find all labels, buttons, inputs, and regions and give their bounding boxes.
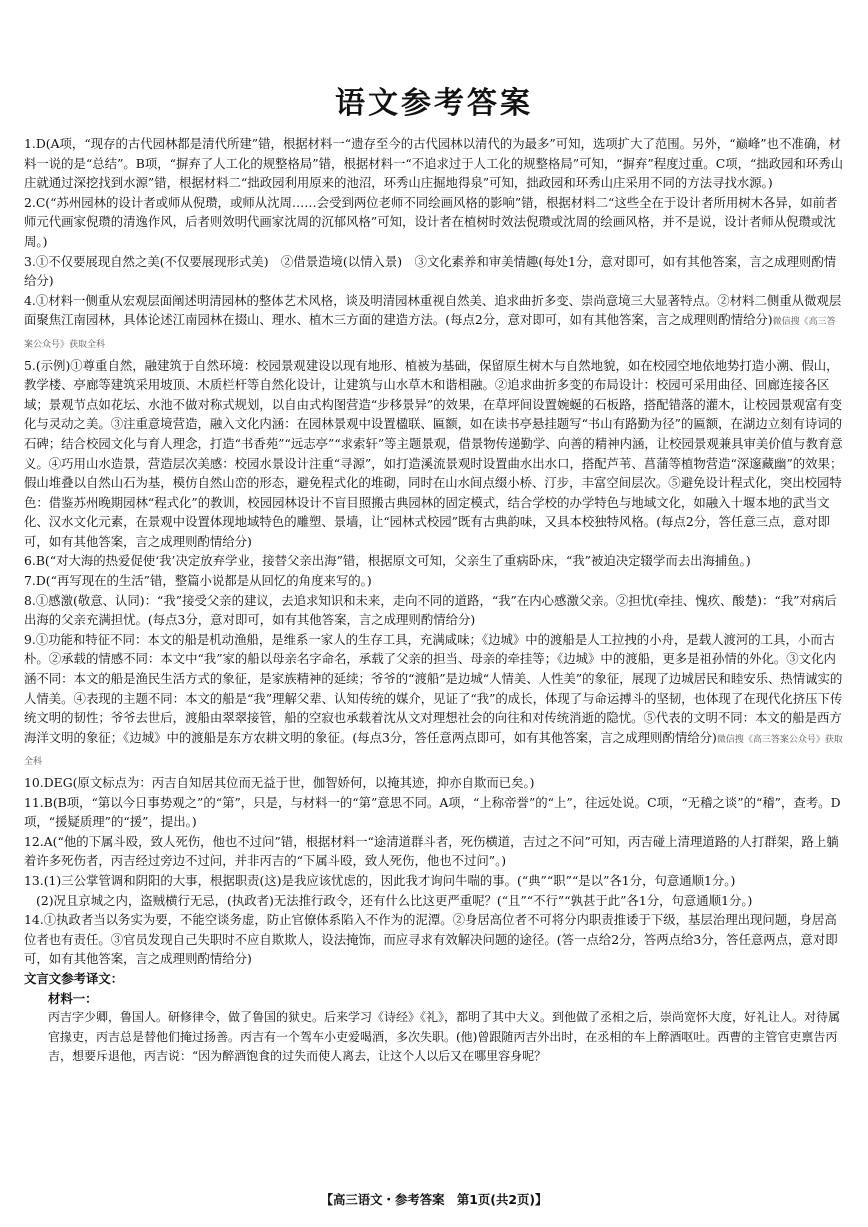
answer-text: ①功能和特征不同：本文的船是机动渔船，是维系一家人的生存工具，充满咸味；《边城》中的渡船是人工拉拽的小舟，是载人渡河的工具，小而古朴。②承载的情感不同：本文中“我”家的船以母亲名字命名，承载了父亲的担当、母亲的牵挂等；《边城》中的渡船，更多是祖孙情的外化。③文化内涵不同：本文的船是渔民生活方式的象征，是家族精神的延续；爷爷的“渡船”是边城“人情美、人性美”的象征，展现了边城居民和睦安乐、热情诚实的人情美。④表现的主题不同：本文的船是“我”理解父辈、认知传统的媒介，见证了“我”的成长，体现了与命运搏斗的坚韧，也体现了在现代化挤压下传统文明的韧性；爷爷去世后，渡船由翠翠接管，船的空寂也承载着沈从文对理想社会的向往和对传统消逝的隐忧。⑤代表的文明不同：本文的船是西方海洋文明的象征；《边城》中的渡船是东方农耕文明的象征。(每点3分，答任意两点即可，如有其他答案，言之成理则酌情给分) [24, 631, 843, 745]
answer-item [24, 591, 844, 630]
answer-number: 7. [24, 573, 36, 589]
answer-text: B(B项，“第以今日事势观之”的“第”，只是，与材料一的“第”意思不同。A项，“上称帝誉”的“上”，往远处说。C项，“无稽之谈”的“稽”，查考。D项，“援疑质理”的“援”，提出。) [24, 794, 841, 830]
material-label: 材料一： [48, 990, 98, 1006]
answer-text: B(“对大海的热爱促使‘我’决定放弃学业，接替父亲出海”错，根据原文可知，父亲生了重病卧床，“我”被迫决定辍学而去出海捕鱼。) [35, 553, 751, 569]
answer-number: 6. [24, 553, 36, 569]
answer-item [24, 910, 844, 969]
answer-number: 9. [24, 631, 36, 647]
answer-subtext: (2)况且京城之内，盗贼横行无忌，(执政者)无法推行政令，还有什么比这更严重呢？(“且”“不行”“孰甚于此”各1分，句意通顺1分。) [36, 892, 753, 908]
answer-number: 8. [24, 592, 36, 608]
answer-item [24, 773, 844, 793]
answer-item [24, 793, 844, 832]
answer-item [24, 291, 844, 356]
answer-text: A(“他的下属斗殴，致人死伤，他也不过问”错，根据材料一“途清道群斗者，死伤横道，吉过之不问”可知，丙吉碰上清理道路的人打群架，路上躺着许多死伤者，丙吉经过旁边不过问，并非丙吉的“下属斗殴，致人死伤，他也不过问”。) [24, 833, 839, 869]
answer-number: 3. [24, 253, 36, 269]
page-title: 语文参考答案 [335, 86, 533, 121]
answer-item [24, 551, 844, 571]
answer-item [24, 630, 844, 773]
answer-item [24, 356, 844, 552]
answer-number: 14. [24, 912, 44, 928]
answer-text: (示例)①尊重自然，融建筑于自然环境：校园景观建设以现有地形、植被为基础，保留原生树木与自然地貌，如在校园空地依地势打造小溯、假山，教学楼、亭廊等建筑采用坡顶、木质栏杆等自然化设计，让建筑与山水草木和谐相融。②追求曲折多变的布局设计：校园可采用曲径、回廊连接各区域；景观节点如花坛、水池不做对称式规划，以自由式构图营造“步移景异”的效果，在草坪间设置婉蜒的石板路，搭配错落的灌木，让校园景观富有变化与灵动之美。③注重意境营造，融入文化内涵：在园林景观中设置楹联、匾额，如在读书亭悬挂题写“书山有路勤为径”的匾额，在湖边立刻有诗词的石碑；结合校园文化与育人理念，打造“书香苑”“远志亭”“求索轩”等主题景观，借景物传递勤学、向善的精神内涵，让校园景观兼具审美价值与教育意义。④巧用山水造景，营造层次美感：校园水景设计注重“寻源”，如打造溪流景观时设置曲水出水口，搭配芦苇、菖蒲等植物营造“深邃藏幽”的效果；假山堆叠以自然山石为基，模仿自然山峦的形态，避免程式化的堆砌，同时在山水间点缀小桥、汀步，丰富空间层次。⑤避免设计程式化，突出校园特色：借鉴苏州晚期园林“程式化”的教训，校园园林设计不盲目照搬古典园林的固定模式，结合学校的办学特色与地域文化，如融入十堰本地的武当文化、汉水文化元素，在景观中设置体现地域特色的雕塑、景墙，让“园林式校园”既有古典韵味，又具本校独特风格。(每点2分，答任意三点，意对即可，如有其他答案，言之成理则酌情给分) [24, 357, 843, 549]
answer-item [24, 871, 844, 910]
answer-number: 2. [24, 194, 36, 210]
answer-text: ①执政者当以务实为要，不能空谈务虚，防止官僚体系陷入不作为的泥潭。②身居高位者不可将分内职责推诿于下级，基层治理出现问题，身居高位者也有责任。③官员发现自己失职时不应自欺欺人，设法掩饰，而应寻求有效解决问题的途径。(答一点给2分，答两点给3分，答任意两点，意对即可，如有其他答案，言之成理则酌情给分) [24, 912, 838, 967]
answer-number: 1. [24, 136, 36, 151]
watermark-text: 微信搜《高三答案公众号》获取全科 [24, 734, 843, 768]
answer-item [24, 193, 844, 252]
answer-text: ①材料一侧重从宏观层面阐述明清园林的整体艺术风格，谈及明清园林重视自然美、追求曲折多变、崇尚意境三大显著特点。②材料二侧重从微观层面聚焦江南园林，具体论述江南园林在掇山、理水、植木三方面的建造方法。(每点2分，意对即可，如有其他答案，言之成理则酌情给分) [24, 292, 842, 328]
answer-item [24, 571, 844, 591]
watermark-text: 微信搜《高三答案公众号》获取全科 [24, 317, 836, 350]
answer-item [24, 252, 844, 291]
answer-text: ①不仅要展现自然之美(不仅要展现形式美) ②借景造境(以情入景) ③文化素养和审美情趣(每处1分，意对即可，如有其他答案，言之成理则酌情给分) [24, 253, 837, 289]
answer-text: (1)三公掌管调和阴阳的大事，根据职责(这)是我应该忧虑的，因此我才询问牛喘的事。(“典”“职”“是以”各1分，句意通顺1分。) [43, 872, 736, 888]
answer-number: 12. [24, 833, 44, 849]
answer-text: D(“再写现在的生活”错，整篇小说都是从回忆的角度来写的。) [35, 573, 372, 589]
answer-item [24, 134, 844, 193]
answer-number: 5. [24, 357, 36, 373]
answer-text: C(“苏州园林的设计者或师从倪瓒，或师从沈周……会受到两位老师不同绘画风格的影响”错，根据材料二“这些全在于设计者所用树木各异，如前者师元代画家倪瓒的清逸作风，后者则效明代画家沈周的沉郁风格”可知，设计者在植树时效法倪瓒或沈周的绘画风格，并不是说，设计者师从倪瓒或沈周。) [24, 194, 838, 249]
answer-text: D(A项，“现存的古代园林都是清代所建”错，根据材料一“遗存至今的古代园林以清代的为最多”可知，选项扩大了范围。另外，“巅峰”也不准确，材料一说的是“总结”。B项，“摒弃了人工化的规整格局”错，根据材料一“不追求过于人工化的规整格局”可知，“摒弃”程度过重。C项，“拙政园和环秀山庄就通过深挖找到水源”错，根据材料二“拙政园利用原来的池沼，环秀山庄掘地得泉”可知，拙政园和环秀山庄采用不同的方法寻找水源。) [24, 136, 844, 191]
answer-number: 13. [24, 872, 44, 888]
page-footer: 【高三语文・参考答案 第1页(共2页)】 [320, 1192, 548, 1207]
translation-title: 文言文参考译文： [24, 970, 124, 986]
answer-number: 11. [24, 794, 44, 810]
answer-number: 4. [24, 292, 36, 308]
translation-text: 丙吉字少卿，鲁国人。研修律令，做了鲁国的狱史。后来学习《诗经》《礼》，都明了其中大义。到他做了丞相之后，崇尚宽怀大度，好礼让人。对待属官掾吏，丙吉总是替他们掩过扬善。丙吉有一个驾车小吏爱喝酒，多次失职。(他)曾跟随丙吉外出时，在丞相的车上醉酒呕吐。西曹的主管官吏禀告丙吉，想要斥退他，丙吉说：“因为醉酒饱食的过失而使人离去，让这个人以后又在哪里容身呢？ [48, 1010, 841, 1064]
answer-list [24, 134, 844, 969]
answer-number: 10. [24, 775, 44, 790]
answer-text: DEG(原文标点为：丙吉自知居其位而无益于世，伽智娇何，以掩其迹，抑亦自欺而已矣。) [43, 775, 535, 790]
answer-text: ①感激(敬意、认同)：“我”接受父亲的建议，去追求知识和未来，走向不同的道路，“我”在内心感激父亲。②担忧(牵挂、愧疚、酸楚)：“我”对病后出海的父亲充满担忧。(每点3分，意对即可，如有其他答案，言之成理则酌情给分) [24, 592, 837, 628]
answer-item [24, 832, 844, 871]
